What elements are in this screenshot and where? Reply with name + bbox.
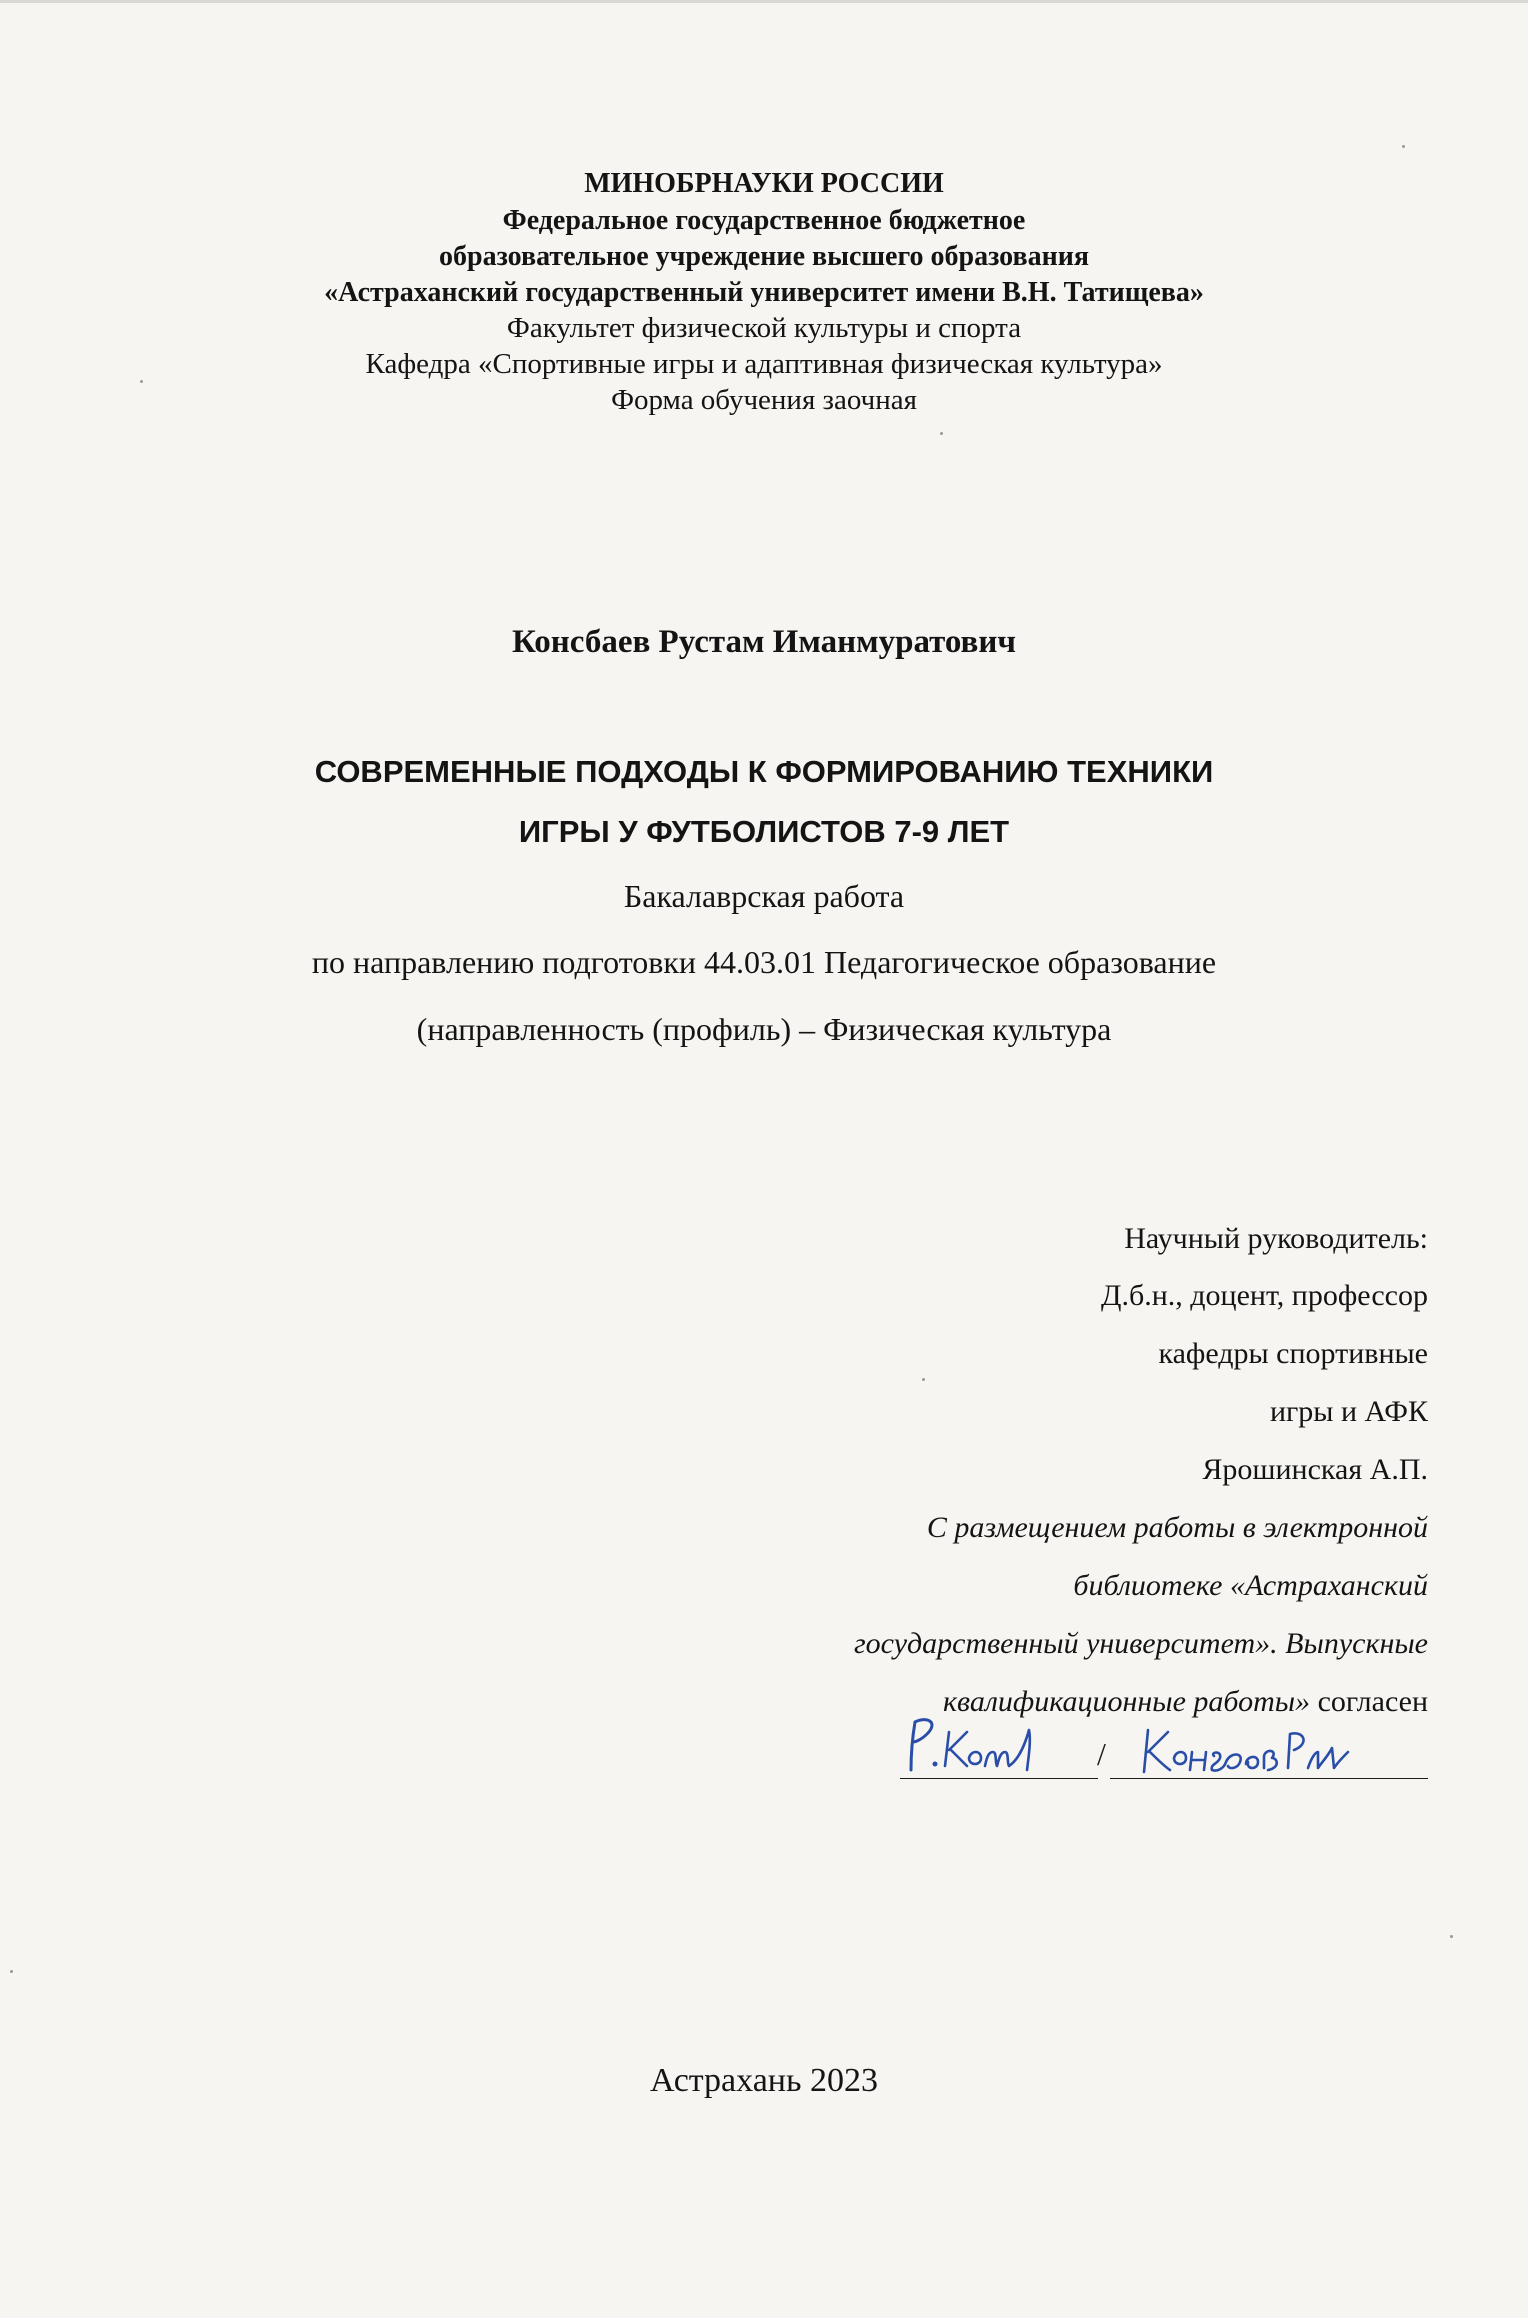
consent-line-1: С размещением работы в электронной — [926, 1511, 1428, 1544]
author-name: Консбаев Рустам Иманмуратович — [511, 624, 1016, 660]
institution-type: Федеральное государственное бюджетное — [502, 205, 1026, 236]
university-name: «Астраханский государственный университет имени В.Н. Татищева» — [324, 277, 1204, 308]
supervisor-department-line-2: игры и АФК — [1269, 1395, 1428, 1428]
paper-speck — [1450, 1935, 1453, 1938]
department-name: Кафедра «Спортивные игры и адаптивная физическая культура» — [365, 348, 1163, 380]
page-top-edge — [0, 0, 1528, 3]
handwritten-signature-name — [1138, 1712, 1398, 1782]
thesis-title-line-2: ИГРЫ У ФУТБОЛИСТОВ 7-9 ЛЕТ — [518, 814, 1010, 849]
city-year: Астрахань 2023 — [649, 2062, 878, 2099]
supervisor-name: Ярошинская А.П. — [1202, 1453, 1428, 1486]
supervisor-label: Научный руководитель: — [1124, 1222, 1428, 1255]
study-direction-line-2: (направленность (профиль) – Физическая культура — [416, 1011, 1112, 1047]
consent-line-2: библиотеке «Астраханский — [1073, 1569, 1428, 1602]
handwritten-signature-initials — [905, 1712, 1065, 1782]
thesis-title-line-1: СОВРЕМЕННЫЕ ПОДХОДЫ К ФОРМИРОВАНИЮ ТЕХНИКИ — [314, 754, 1214, 789]
consent-agree-word: согласен — [1317, 1685, 1428, 1718]
paper-speck — [922, 1378, 925, 1381]
ministry-name: МИНОБРНАУКИ РОССИИ — [584, 168, 944, 199]
consent-line-4-italic: квалификационные работы» — [942, 1685, 1311, 1718]
institution-education-level: образовательное учреждение высшего образования — [439, 241, 1089, 272]
consent-line-3: государственный университет». Выпускные — [853, 1627, 1428, 1660]
faculty-name: Факультет физической культуры и спорта — [506, 312, 1022, 344]
paper-speck — [1402, 145, 1405, 148]
work-type: Бакалаврская работа — [623, 878, 905, 914]
paper-speck — [140, 380, 143, 383]
paper-speck — [10, 1970, 13, 1973]
signature-separator: / — [1097, 1736, 1106, 1772]
study-form: Форма обучения заочная — [611, 384, 917, 416]
study-direction-line-1: по направлению подготовки 44.03.01 Педагогическое образование — [311, 944, 1217, 980]
supervisor-department-line-1: кафедры спортивные — [1158, 1337, 1428, 1370]
supervisor-degree: Д.б.н., доцент, профессор — [1100, 1279, 1428, 1312]
paper-speck — [940, 432, 943, 435]
